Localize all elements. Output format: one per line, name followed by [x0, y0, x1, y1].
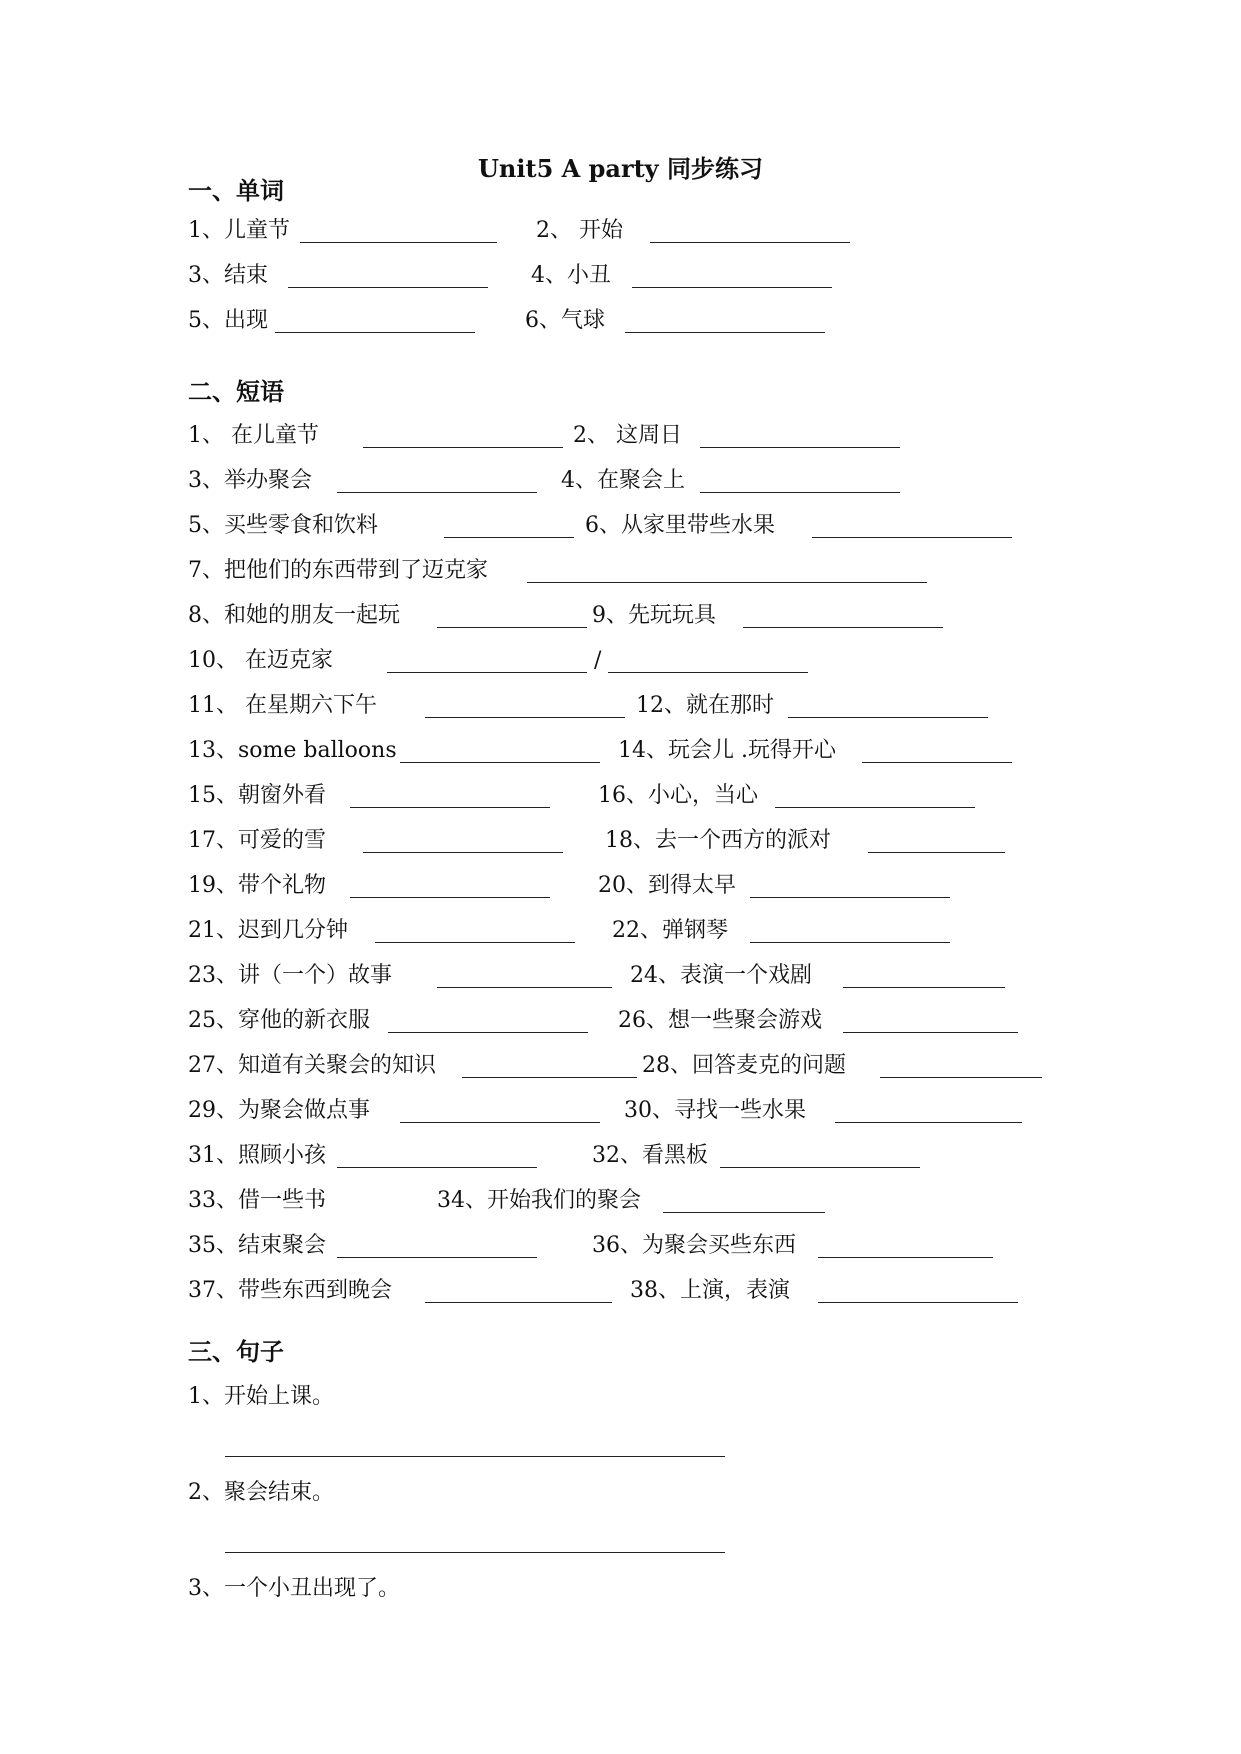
answer-blank[interactable]: [818, 1302, 1018, 1303]
phrase-prompt: 10、 在迈克家: [188, 648, 333, 673]
phrase-prompt: 38、上演，表演: [630, 1278, 790, 1303]
sentence-prompt: 3、一个小丑出现了。: [188, 1576, 400, 1601]
phrase-prompt: 36、为聚会买些东西: [592, 1233, 796, 1258]
answer-blank[interactable]: [868, 852, 1005, 853]
phrase-prompt: 7、把他们的东西带到了迈克家: [188, 558, 488, 583]
answer-blank[interactable]: [650, 242, 850, 243]
answer-blank[interactable]: [835, 1122, 1022, 1123]
phrase-prompt: 34、开始我们的聚会: [437, 1188, 641, 1213]
phrase-row: [0, 1231, 1241, 1261]
page-title: Unit5 A party 同步练习: [478, 154, 763, 183]
word-prompt: 6、气球: [525, 308, 605, 333]
word-prompt: 4、小丑: [531, 263, 611, 288]
answer-blank[interactable]: [300, 242, 497, 243]
phrase-prompt: 23、讲（一个）故事: [188, 963, 392, 988]
section-heading-phrases: 二、短语: [188, 377, 284, 406]
answer-blank[interactable]: [750, 942, 950, 943]
phrase-prompt: 25、穿他的新衣服: [188, 1008, 370, 1033]
answer-blank[interactable]: [843, 987, 1005, 988]
answer-blank[interactable]: [400, 1122, 600, 1123]
word-prompt: 2、 开始: [536, 218, 623, 243]
phrase-prompt: 15、朝窗外看: [188, 783, 326, 808]
phrase-prompt: 35、结束聚会: [188, 1233, 326, 1258]
phrase-prompt: 27、知道有关聚会的知识: [188, 1053, 436, 1078]
answer-blank[interactable]: [288, 287, 488, 288]
phrase-prompt: 28、回答麦克的问题: [642, 1053, 846, 1078]
word-row: [0, 261, 1241, 291]
phrase-row: [0, 916, 1241, 946]
phrase-prompt: 29、为聚会做点事: [188, 1098, 370, 1123]
answer-blank[interactable]: [743, 627, 943, 628]
phrase-row: [0, 691, 1241, 721]
phrase-row: [0, 1276, 1241, 1306]
phrase-prompt: 22、弹钢琴: [612, 918, 728, 943]
phrase-prompt: 18、去一个西方的派对: [605, 828, 831, 853]
phrase-row: [0, 601, 1241, 631]
phrase-row: [0, 556, 1241, 586]
phrase-prompt: 33、借一些书: [188, 1188, 326, 1213]
phrase-prompt: 32、看黑板: [592, 1143, 708, 1168]
phrase-prompt: 5、买些零食和饮料: [188, 513, 378, 538]
phrase-prompt: 20、到得太早: [598, 873, 736, 898]
answer-blank[interactable]: [862, 762, 1012, 763]
section-heading-sentences: 三、句子: [188, 1337, 284, 1366]
answer-blank[interactable]: [750, 897, 950, 898]
phrase-row: [0, 1051, 1241, 1081]
phrase-prompt: 19、带个礼物: [188, 873, 326, 898]
answer-blank[interactable]: [375, 942, 575, 943]
answer-blank[interactable]: [388, 1032, 588, 1033]
phrase-prompt: 13、some balloons: [188, 738, 397, 763]
answer-blank[interactable]: [363, 447, 563, 448]
answer-blank[interactable]: [775, 807, 975, 808]
answer-line[interactable]: [225, 1456, 725, 1457]
phrase-prompt: 8、和她的朋友一起玩: [188, 603, 400, 628]
answer-blank[interactable]: [720, 1167, 920, 1168]
word-prompt: 1、儿童节: [188, 218, 290, 243]
phrase-row: [0, 781, 1241, 811]
phrase-prompt: 26、想一些聚会游戏: [618, 1008, 822, 1033]
phrase-prompt: 3、举办聚会: [188, 468, 312, 493]
phrase-row: [0, 511, 1241, 541]
phrase-prompt: 4、在聚会上: [561, 468, 685, 493]
phrase-prompt: 2、 这周日: [573, 423, 682, 448]
phrase-row: [0, 466, 1241, 496]
answer-blank[interactable]: [275, 332, 475, 333]
answer-blank[interactable]: [700, 492, 900, 493]
answer-blank[interactable]: [363, 852, 563, 853]
answer-blank[interactable]: [608, 672, 808, 673]
section-heading-words: 一、单词: [188, 176, 284, 205]
answer-blank[interactable]: [880, 1077, 1042, 1078]
phrase-row: [0, 1186, 1241, 1216]
phrase-row: [0, 736, 1241, 766]
phrase-row: [0, 646, 1241, 676]
phrase-row: [0, 1096, 1241, 1126]
sentence-prompt: 2、聚会结束。: [188, 1480, 334, 1505]
answer-blank[interactable]: [337, 492, 537, 493]
answer-blank[interactable]: [812, 537, 1012, 538]
phrase-prompt: 30、寻找一些水果: [624, 1098, 806, 1123]
answer-blank[interactable]: [843, 1032, 1018, 1033]
answer-blank[interactable]: [425, 1302, 612, 1303]
answer-blank[interactable]: [337, 1167, 537, 1168]
phrase-prompt: 21、迟到几分钟: [188, 918, 348, 943]
answer-blank[interactable]: [425, 717, 625, 718]
phrase-prompt: 31、照顾小孩: [188, 1143, 326, 1168]
phrase-row: [0, 421, 1241, 451]
word-prompt: 3、结束: [188, 263, 268, 288]
word-row: [0, 306, 1241, 336]
phrase-prompt: 24、表演一个戏剧: [630, 963, 812, 988]
phrase-row: [0, 826, 1241, 856]
answer-blank[interactable]: [632, 287, 832, 288]
phrase-prompt: 12、就在那时: [636, 693, 774, 718]
phrase-row: [0, 1141, 1241, 1171]
slash-separator: /: [594, 648, 602, 673]
word-row: [0, 216, 1241, 246]
phrase-prompt: 1、 在儿童节: [188, 423, 319, 448]
phrase-prompt: 14、玩会儿 .玩得开心: [618, 738, 836, 763]
phrase-prompt: 6、从家里带些水果: [585, 513, 775, 538]
answer-blank[interactable]: [400, 762, 600, 763]
phrase-prompt: 11、 在星期六下午: [188, 693, 377, 718]
phrase-prompt: 17、可爱的雪: [188, 828, 326, 853]
answer-blank[interactable]: [818, 1257, 993, 1258]
answer-blank[interactable]: [350, 807, 550, 808]
answer-blank[interactable]: [700, 447, 900, 448]
phrase-row: [0, 871, 1241, 901]
word-prompt: 5、出现: [188, 308, 268, 333]
answer-blank[interactable]: [625, 332, 825, 333]
answer-blank[interactable]: [462, 1077, 637, 1078]
phrase-row: [0, 961, 1241, 991]
phrase-prompt: 9、先玩玩具: [592, 603, 716, 628]
answer-blank[interactable]: [663, 1212, 825, 1213]
answer-blank[interactable]: [444, 537, 574, 538]
answer-blank[interactable]: [387, 672, 587, 673]
answer-blank[interactable]: [337, 1257, 537, 1258]
answer-blank[interactable]: [437, 627, 587, 628]
sentence-prompt: 1、开始上课。: [188, 1384, 334, 1409]
answer-blank[interactable]: [350, 897, 550, 898]
answer-blank[interactable]: [527, 582, 927, 583]
answer-blank[interactable]: [437, 987, 612, 988]
phrase-prompt: 16、小心，当心: [598, 783, 758, 808]
answer-blank[interactable]: [788, 717, 988, 718]
phrase-prompt: 37、带些东西到晚会: [188, 1278, 392, 1303]
answer-line[interactable]: [225, 1552, 725, 1553]
phrase-row: [0, 1006, 1241, 1036]
